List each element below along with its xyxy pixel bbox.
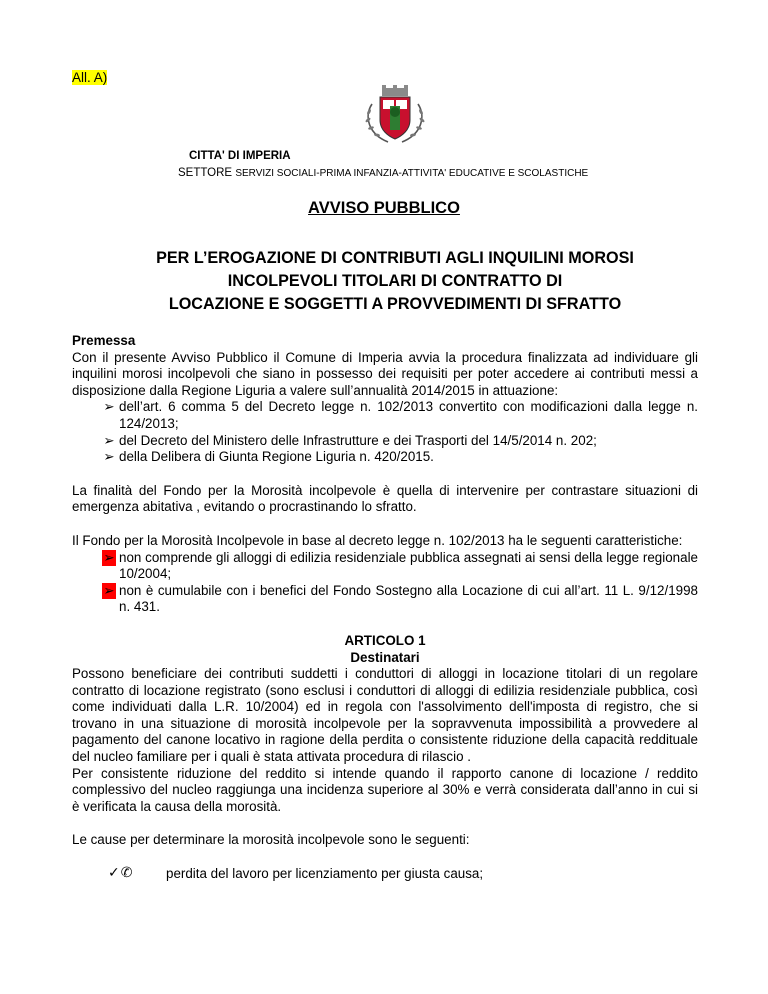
arrow-bullet-icon: ➢ [103, 449, 115, 465]
page-title: AVVISO PUBBLICO [308, 199, 460, 217]
characteristics-list [72, 550, 698, 616]
cause-text: perdita del lavoro per licenziamento per giusta causa; [166, 866, 484, 882]
fund-characteristics-intro: Il Fondo per la Morosità Incolpevole in base al decreto legge n. 102/2013 ha le seguenti caratteristiche: [72, 532, 683, 548]
city-name: CITTA' DI IMPERIA [189, 150, 291, 162]
article-paragraph: Possono beneficiare dei contributi suddetti i conduttori di alloggi in locazione titolari di un regolare contratto di locazione registrato (sono esclusi i conduttori di alloggi di edilizia residenziale pubblica, così come individuati dalla L.R. 10/2004) ed in regola con l'assolvimento dell'imposta di registro, che si trovano in una situazione di morosità incolpevole per la sopravvenuta impossibilità a provvedere al pagamento del canone locativo in ragione della perdita o consistente riduzione della capacità reddituale del nucleo familiare per i quali è stata attivata procedura di rilascio . [72, 666, 698, 765]
list-item: ➢ della Delibera di Giunta Regione Liguria n. 420/2015. [103, 449, 434, 465]
article-paragraph: Per consistente riduzione del reddito si intende quando il rapporto canone di locazione / reddito complessivo del nucleo raggiunga una incidenza superiore al 30% e verrà considerata dall’anno in cui si è verificata la causa della morosità. [72, 765, 698, 814]
subtitle [90, 247, 700, 316]
list-item: ➢ dell’art. 6 comma 5 del Decreto legge n. 102/2013 convertito con modificazioni dalla legge n. 124/2013; [103, 399, 698, 431]
document-body [72, 333, 698, 883]
premessa-intro: Con il presente Avviso Pubblico il Comune di Imperia avvia la procedura finalizzata ad individuare gli inquilini morosi incolpevoli che siano in possesso dei requisiti per poter accedere ai contributi messi a disposizione dalla Regione Liguria a valere sull’annualità 2014/2015 in attuazione: [72, 349, 698, 398]
subtitle-line: LOCAZIONE E SOGGETTI A PROVVEDIMENTI DI SFRATTO [168, 295, 622, 313]
list-item: ➢ non è cumulabile con i benefici del Fondo Sostegno alla Locazione di cui all’art. 11 L. 9/12/1998 n. 431. [103, 582, 698, 615]
checkmark-telephone-icon: ✓✆ [108, 865, 134, 882]
subtitle-line: PER L’EROGAZIONE DI CONTRIBUTI AGLI INQUILINI MOROSI [156, 249, 634, 267]
article-subheading: Destinatari [350, 649, 420, 665]
fund-purpose: La finalità del Fondo per la Morosità incolpevole è quella di intervenire per contrastare situazioni di emergenza abitativa , evitando o procrastinando lo sfratto. [72, 482, 698, 515]
arrow-bullet-icon: ➢ [103, 399, 115, 415]
legal-reference-list [72, 399, 698, 465]
article-heading: ARTICOLO 1 [344, 632, 426, 648]
list-item [72, 866, 698, 883]
section-heading-premessa: Premessa [72, 333, 136, 348]
arrow-bullet-icon: ➢ [103, 549, 115, 565]
city-coat-of-arms-icon [360, 84, 430, 146]
list-item: ➢ non comprende gli alloggi di edilizia residenziale pubblica assegnati ai sensi della legge regionale 10/2004; [103, 549, 698, 582]
sector-name: SERVIZI SOCIALI-PRIMA INFANZIA-ATTIVITA' EDUCATIVE E SCOLASTICHE [235, 168, 589, 179]
attachment-label: All. A) [72, 70, 108, 85]
list-item: ➢ del Decreto del Ministero delle Infrastrutture e dei Trasporti del 14/5/2014 n. 202; [103, 432, 597, 448]
causes-intro: Le cause per determinare la morosità incolpevole sono le seguenti: [72, 832, 470, 848]
arrow-bullet-icon: ➢ [103, 432, 115, 448]
sector-prefix: SETTORE [178, 167, 233, 179]
department-line [178, 167, 588, 179]
subtitle-line: INCOLPEVOLI TITOLARI DI CONTRATTO DI [227, 272, 563, 290]
arrow-bullet-icon: ➢ [103, 582, 115, 598]
